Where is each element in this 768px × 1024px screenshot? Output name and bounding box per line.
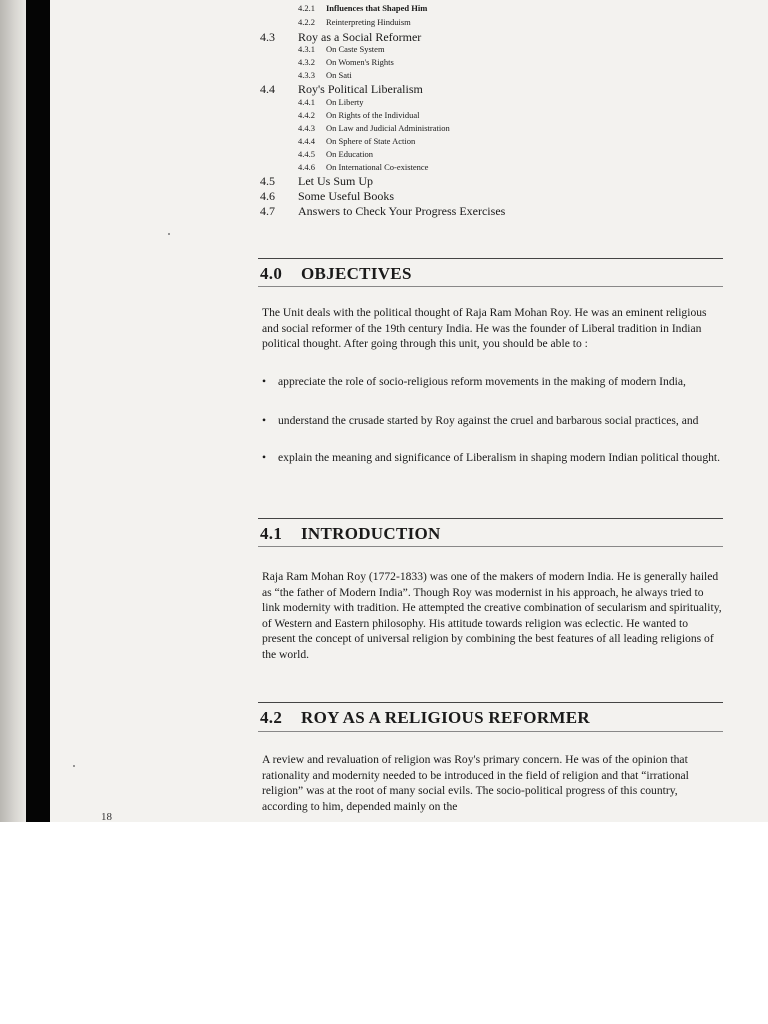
- section-heading-introduction: [258, 518, 723, 548]
- section-heading-religious-reformer: [258, 702, 723, 732]
- section-title: INTRODUCTION: [301, 524, 441, 543]
- section-title: ROY AS A RELIGIOUS REFORMER: [301, 708, 590, 727]
- section-number: 4.1: [260, 524, 283, 543]
- page-spine-shadow: [0, 0, 26, 822]
- page-number: 18: [101, 811, 112, 823]
- religious-reformer-text: A review and revaluation of religion was Roy's primary concern. He was of the opinion that rationality and modernity needed to be introduced in the field of religion and that “irrational religion” was at the root of many social evils. The socio-political progress of this country, according to him, depended mainly on the: [262, 753, 689, 813]
- section-title: OBJECTIVES: [301, 264, 412, 283]
- section-number: 4.2: [260, 708, 283, 727]
- section-number: 4.0: [260, 264, 283, 283]
- scan-speck: [168, 233, 170, 235]
- introduction-text: Raja Ram Mohan Roy (1772-1833) was one of the makers of modern India. He is generally hailed as “the father of Modern India”. Though Roy was modernist in his approach, he always tried to link modernity with tradition. He attempted the creative combination of secularism and spirituality, of Western and Eastern philosophy. His attitude towards religion was eclectic. He wanted to present the concept of universal religion by combining the best features of all leading religions of the world.: [262, 570, 722, 661]
- scanned-page: 4.2.1 Influences that Shaped Him 4.2.2 Reinterpreting Hinduism 4.3 Roy as a Social Reformer 4.3.1 On Caste System 4.3.2 On Women's Rights 4.3.3 On Sati 4.4 Roy's Political Liberalism 4.4.1 On Liberty 4.4.2 On Rights of the Individual 4.4.3 On Law and Judicial Administration 4.4.4 On Sphere of State Action 4.4.5 On Education 4.4.6 On International Co-existence 4.5 Let Us Sum Up 4.6 Some Useful Books 4.7 Answers to Check Your Progress Exercises 4.0 OBJECTIVES The Unit deals with the political thought of Raja Ram Mohan Roy. He was an eminent religious and social reformer of the 19th century India. He was the founder of Liberal tradition in Indian political thought. After going through this unit, you should be able to : • appreciate the role of socio-religious reform movements in the making of modern India, • understand the crusade started by Roy against the cruel and barbarous social practices, and • explain the meaning and significance of Liberalism in shaping modern Indian political thought. 4.1 INTRODUCTION Raja Ram Mohan Roy (1772-1833) was one of the makers of modern India. He is generally hailed as “the father of Modern India”. Though Roy was modernist in his approach, he always tried to link modernity with tradition. He attempted the creative combination of secularism and spirituality, of Western and Eastern philosophy. His attitude towards religion was eclectic. He wanted to present the concept of universal religion by combining the best features of all leading religions of the world. 4.2 ROY AS A RELIGIOUS REFORMER A review and revaluation of religion was Roy's primary concern. He was of the opinion that rationality and modernity needed to be introduced in the field of religion and that “irrational religion” was at the root of many social evils. The socio-political progress of this country, according to him, depended mainly on the 18: [0, 0, 768, 822]
- section-heading-objectives: [258, 258, 723, 288]
- objectives-intro: The Unit deals with the political thought of Raja Ram Mohan Roy. He was an eminent religious and social reformer of the 19th century India. He was the founder of Liberal tradition in Indian political thought. After going through this unit, you should be able to :: [262, 306, 707, 350]
- book-binding-edge: [26, 0, 50, 822]
- scan-speck: [73, 765, 75, 767]
